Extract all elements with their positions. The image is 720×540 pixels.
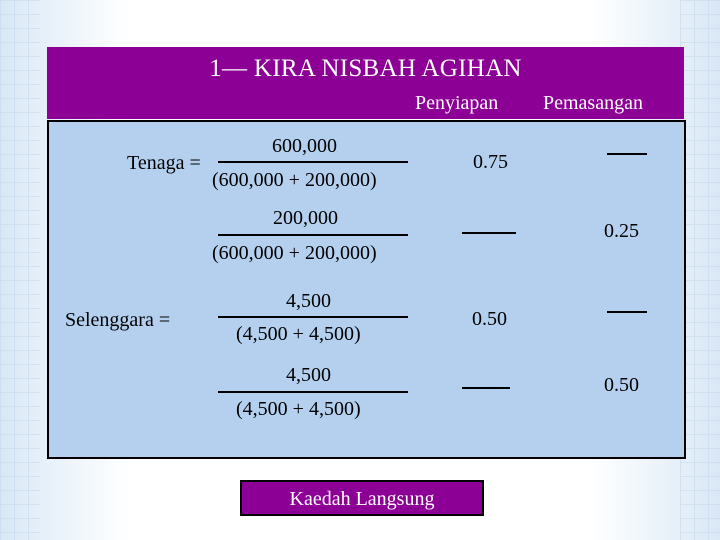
- r3-fraction-line: [218, 316, 408, 318]
- r3-pemasangan-blank: [607, 311, 647, 313]
- r4-penyiapan-blank: [462, 387, 510, 389]
- r3-numerator: 4,500: [286, 290, 331, 312]
- r2-denominator: (600,000 + 200,000): [212, 242, 377, 264]
- r1-denominator: (600,000 + 200,000): [212, 169, 377, 191]
- tenaga-label: Tenaga =: [127, 152, 201, 174]
- r2-penyiapan-blank: [462, 232, 516, 234]
- left-decoration: [0, 0, 40, 540]
- r2-pemasangan-value: 0.25: [604, 220, 639, 242]
- r1-fraction-line: [218, 161, 408, 163]
- column-header-penyiapan: Penyiapan: [415, 92, 499, 114]
- r4-fraction-line: [218, 391, 408, 393]
- selenggara-label: Selenggara =: [65, 309, 171, 331]
- right-decoration: [680, 0, 720, 540]
- slide-header: [47, 47, 684, 119]
- method-label-box: Kaedah Langsung: [240, 480, 484, 516]
- r4-numerator: 4,500: [286, 364, 331, 386]
- r1-pemasangan-blank: [607, 153, 647, 155]
- r3-penyiapan-value: 0.50: [472, 308, 507, 330]
- r1-numerator: 600,000: [272, 135, 337, 157]
- r3-denominator: (4,500 + 4,500): [236, 323, 361, 345]
- r2-fraction-line: [218, 234, 408, 236]
- column-header-pemasangan: Pemasangan: [543, 92, 643, 114]
- r2-numerator: 200,000: [273, 207, 338, 229]
- r1-penyiapan-value: 0.75: [473, 151, 508, 173]
- slide-title: 1— KIRA NISBAH AGIHAN: [209, 55, 522, 82]
- r4-pemasangan-value: 0.50: [604, 374, 639, 396]
- r4-denominator: (4,500 + 4,500): [236, 398, 361, 420]
